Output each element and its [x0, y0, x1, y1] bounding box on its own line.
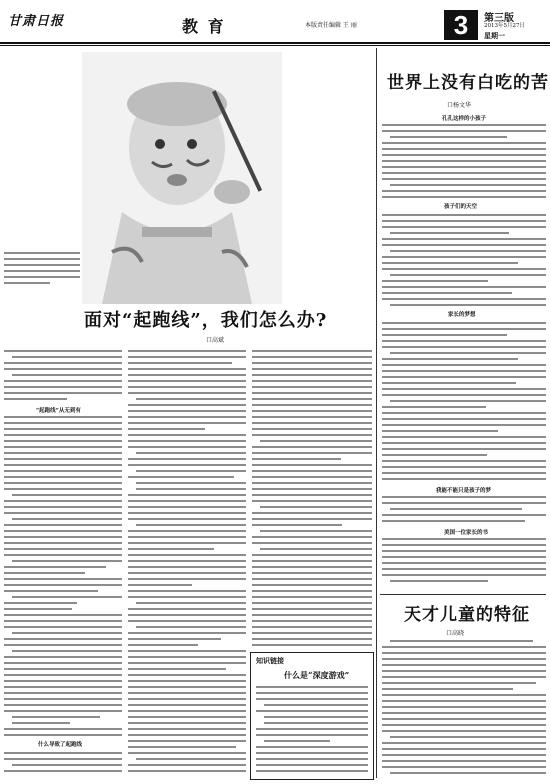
newspaper-logo: 甘肃日报: [8, 14, 65, 29]
right-subhead-1: 孔孔这样的小孩子: [442, 116, 487, 122]
right-top-article-body: [382, 110, 546, 588]
child-painting-photo: [82, 52, 282, 304]
knowledge-link-text: [256, 684, 368, 774]
knowledge-link-box: [250, 652, 374, 780]
knowledge-link-headline: 什么是“深度游戏”: [284, 670, 350, 680]
main-article-col-2: [128, 348, 246, 778]
right-bottom-headline: 天才儿童的特征: [404, 605, 530, 625]
section-title: 教 育: [182, 17, 226, 36]
main-subhead-2: 什么导致了起跑线: [38, 742, 83, 748]
right-bottom-byline: 口高晓: [446, 630, 465, 637]
right-bottom-article-body: [382, 638, 546, 780]
main-headline: 面对“起跑线”，我们怎么办?: [84, 310, 328, 331]
issue-date: 2013年5月27日: [484, 23, 525, 29]
right-top-headline: 世界上没有白吃的苦: [387, 73, 549, 93]
right-subhead-4: 我能不能只是孩子的梦: [436, 488, 492, 494]
photo-caption-text: [4, 250, 80, 304]
header-rule-thin: [0, 45, 550, 46]
knowledge-link-label: 知识链接: [256, 656, 284, 665]
page-number: 3: [444, 10, 478, 40]
right-top-byline: 口杨文华: [447, 102, 472, 109]
column-divider: [376, 48, 377, 778]
header-rule: [0, 42, 550, 44]
editor-credit: 本版责任编辑 王 丽: [305, 22, 357, 29]
right-section-rule: [380, 594, 546, 595]
main-article-col-3: [252, 348, 372, 648]
right-subhead-2: 孩子们的天空: [444, 204, 478, 210]
main-article-col-1: [4, 348, 122, 778]
right-subhead-3: 家长的梦想: [448, 312, 476, 318]
main-subhead-1: “起跑线”从无到有: [36, 408, 81, 414]
right-subhead-5: 美国一位家长的书: [444, 530, 489, 536]
issue-weekday: 星期一: [484, 31, 505, 40]
page-label: 第三版: [484, 13, 514, 24]
main-byline: 口高斌: [206, 337, 225, 344]
